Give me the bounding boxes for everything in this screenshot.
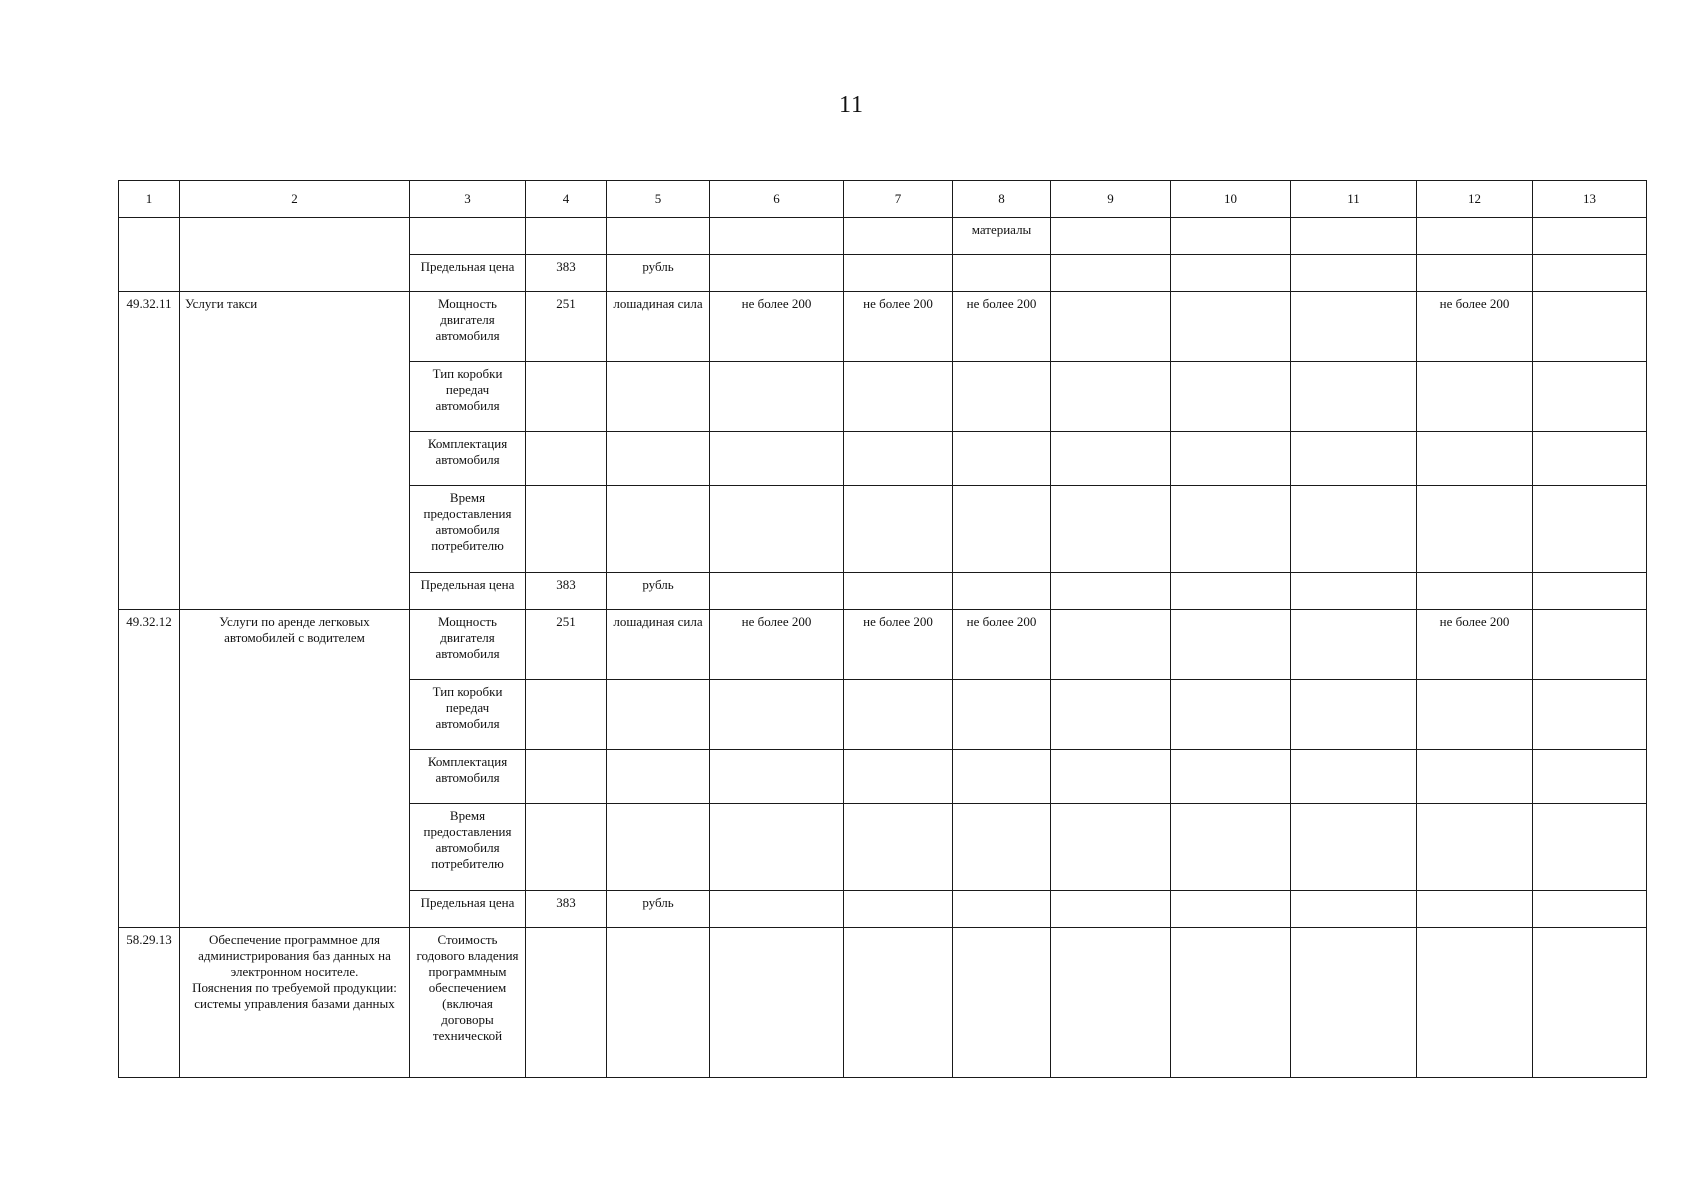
value-cell: не более 200 xyxy=(710,292,844,362)
column-header: 10 xyxy=(1171,181,1291,218)
column-header: 13 xyxy=(1533,181,1647,218)
okei-cell: 383 xyxy=(526,573,607,610)
column-header: 12 xyxy=(1417,181,1533,218)
okei-cell: 251 xyxy=(526,292,607,362)
table-row xyxy=(119,218,1647,255)
code-cell xyxy=(119,218,180,292)
unit-cell: лошадиная сила xyxy=(607,292,710,362)
param-cell: Тип коробки передач автомобиля xyxy=(410,362,526,432)
okei-cell: 383 xyxy=(526,255,607,292)
value-cell: не более 200 xyxy=(844,292,953,362)
name-cell: Услуги по аренде легковых автомобилей с водителем xyxy=(180,610,410,928)
param-cell: Время предоставления автомобиля потребителю xyxy=(410,804,526,891)
value-cell: не более 200 xyxy=(953,292,1051,362)
unit-cell: рубль xyxy=(607,573,710,610)
item-name: Обеспечение программное для администрирования баз данных на электронном носителе. xyxy=(198,932,391,979)
column-header: 3 xyxy=(410,181,526,218)
okei-cell: 383 xyxy=(526,891,607,928)
item-note: Пояснения по требуемой продукции: системы управления базами данных xyxy=(192,980,397,1011)
param-cell: Комплектация автомобиля xyxy=(410,432,526,486)
code-cell: 49.32.12 xyxy=(119,610,180,928)
param-cell: Тип коробки передач автомобиля xyxy=(410,680,526,750)
value-cell: не более 200 xyxy=(844,610,953,680)
okei-cell: 251 xyxy=(526,610,607,680)
param-cell: Стоимость годового владения программным обеспечением (включая договоры технической xyxy=(410,928,526,1078)
param-cell: Время предоставления автомобиля потребителю xyxy=(410,486,526,573)
param-cell: Мощность двигателя автомобиля xyxy=(410,292,526,362)
column-header: 1 xyxy=(119,181,180,218)
column-header: 5 xyxy=(607,181,710,218)
name-cell xyxy=(180,218,410,292)
name-cell: Услуги такси xyxy=(180,292,410,610)
value-cell: не более 200 xyxy=(953,610,1051,680)
table-row xyxy=(119,610,1647,680)
code-cell: 49.32.11 xyxy=(119,292,180,610)
unit-cell: лошадиная сила xyxy=(607,610,710,680)
param-cell: Комплектация автомобиля xyxy=(410,750,526,804)
unit-cell: рубль xyxy=(607,891,710,928)
table-row xyxy=(119,928,1647,1078)
param-cell: Предельная цена xyxy=(410,573,526,610)
column-header: 2 xyxy=(180,181,410,218)
column-header: 6 xyxy=(710,181,844,218)
value-cell: не более 200 xyxy=(710,610,844,680)
table-row xyxy=(119,292,1647,362)
param-cell: Предельная цена xyxy=(410,891,526,928)
column-header: 7 xyxy=(844,181,953,218)
param-cell: Мощность двигателя автомобиля xyxy=(410,610,526,680)
code-cell: 58.29.13 xyxy=(119,928,180,1078)
page-number: 11 xyxy=(838,92,865,118)
unit-cell: рубль xyxy=(607,255,710,292)
value-cell: не более 200 xyxy=(1417,292,1533,362)
value-cell: не более 200 xyxy=(1417,610,1533,680)
param-cell: Предельная цена xyxy=(410,255,526,292)
column-header: 4 xyxy=(526,181,607,218)
column-header: 8 xyxy=(953,181,1051,218)
requirements-table xyxy=(118,180,1647,1078)
name-cell xyxy=(180,928,410,1078)
column-header: 9 xyxy=(1051,181,1171,218)
column-number-row xyxy=(119,181,1647,218)
column-header: 11 xyxy=(1291,181,1417,218)
materials-cell: материалы xyxy=(953,218,1051,255)
